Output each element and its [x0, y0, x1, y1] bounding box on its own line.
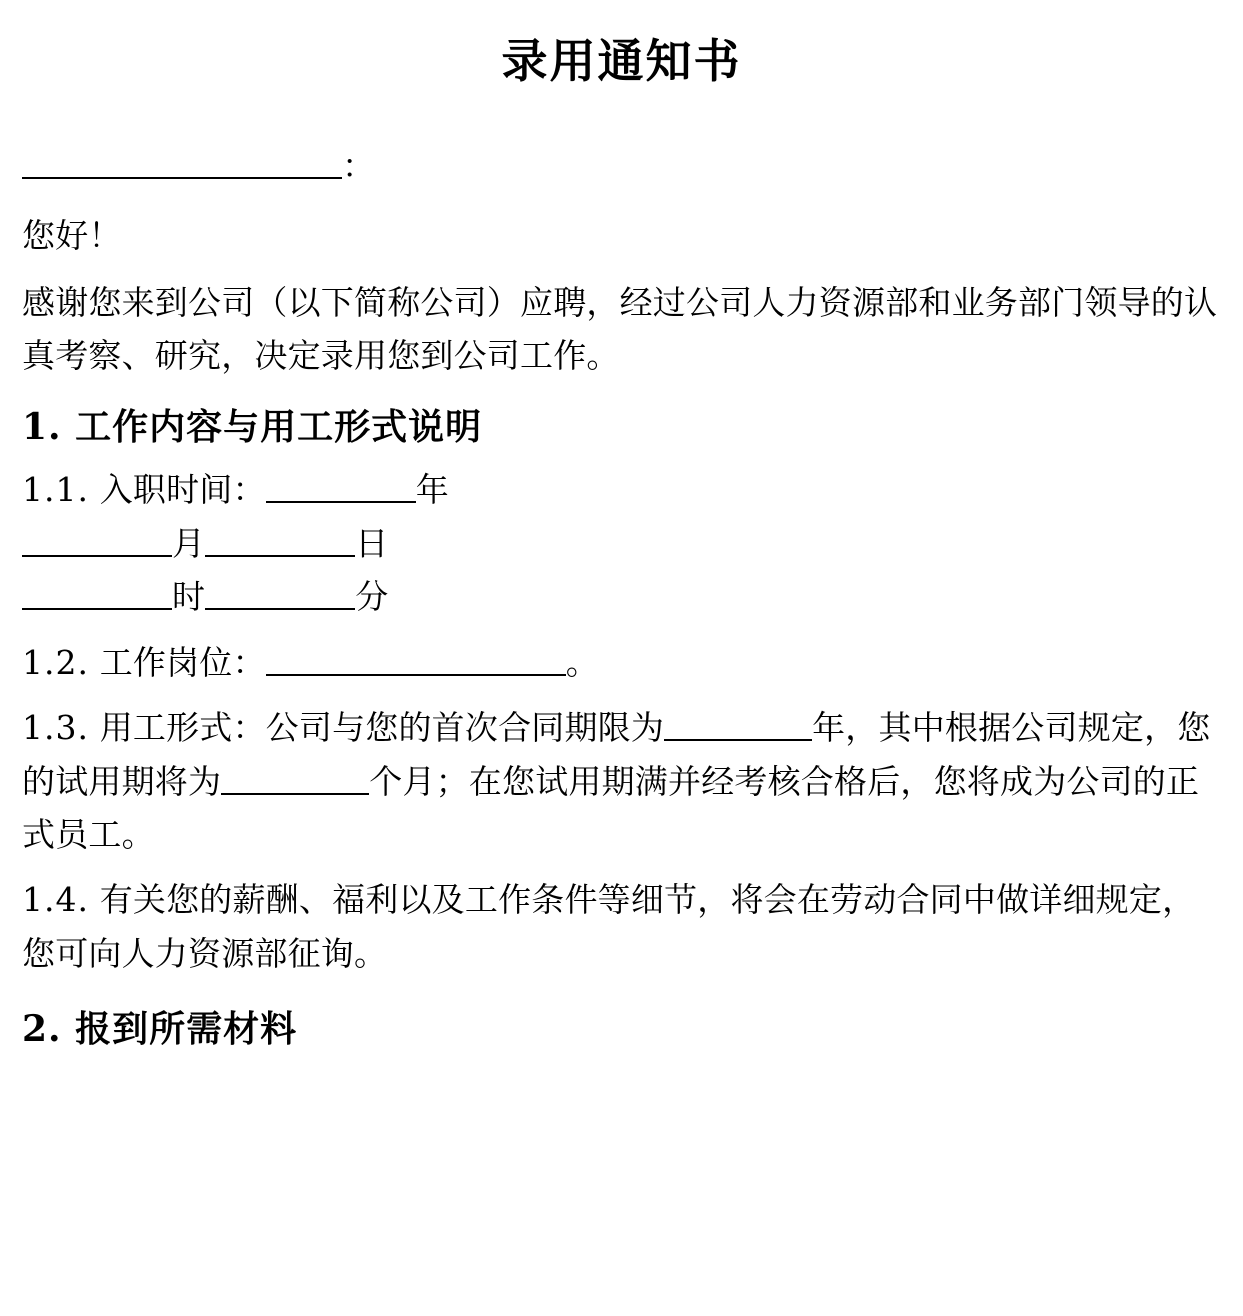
- section-1-title: 工作内容与用工形式说明: [75, 406, 483, 449]
- salutation-colon: ：: [342, 145, 375, 185]
- unit-year: 年: [415, 470, 449, 510]
- section-2-heading: [22, 1006, 1221, 1053]
- item-1-1-number: 1.1.: [22, 470, 89, 510]
- document-page: [0, 36, 1243, 1316]
- job-position-blank[interactable]: [266, 643, 566, 675]
- item-1-3-text-before: 用工形式：公司与您的首次合同期限为: [99, 708, 665, 748]
- salutation-row: [22, 145, 1221, 185]
- item-1-3-text-after: 个月；在您试用期满并经考核合格后，您将成为公司的正式员工。: [22, 761, 1200, 854]
- unit-minute: 分: [355, 577, 389, 617]
- page-title: 录用通知书: [501, 34, 742, 88]
- unit-hour: 时: [172, 577, 206, 617]
- start-minute-blank[interactable]: [205, 578, 355, 610]
- item-1-4-text: 有关您的薪酬、福利以及工作条件等细节，将会在劳动合同中做详细规定，您可向人力资源部征询。: [22, 880, 1196, 973]
- unit-day: 日: [355, 523, 389, 563]
- start-month-blank[interactable]: [22, 524, 172, 556]
- item-1-4: [22, 873, 1218, 980]
- section-1-heading: [22, 404, 1221, 451]
- item-1-1: [22, 463, 452, 623]
- item-1-3: [22, 701, 1218, 861]
- section-2-title: 报到所需材料: [75, 1008, 298, 1051]
- item-1-3-number: 1.3.: [22, 708, 89, 748]
- unit-month: 月: [172, 523, 206, 563]
- contract-term-blank[interactable]: [664, 709, 812, 741]
- recipient-name-blank[interactable]: [22, 147, 342, 179]
- start-hour-blank[interactable]: [22, 578, 172, 610]
- intro-paragraph: 感谢您来到公司（以下简称公司）应聘，经过公司人力资源部和业务部门领导的认真考察、研究，决定录用您到公司工作。: [22, 282, 1218, 375]
- greeting-text: 您好！: [22, 215, 122, 255]
- section-2-number: 2.: [22, 1008, 62, 1051]
- item-1-2-number: 1.2.: [22, 642, 89, 682]
- item-1-3-text-middle: 年，其中根据公司规定，您的试用期将为: [22, 708, 1211, 801]
- probation-period-blank[interactable]: [221, 762, 369, 794]
- section-1-number: 1.: [22, 406, 62, 449]
- item-1-2-period: 。: [565, 642, 599, 682]
- start-year-blank[interactable]: [266, 471, 416, 503]
- item-1-1-label: 入职时间：: [99, 470, 266, 510]
- item-1-2: [22, 636, 1221, 689]
- item-1-2-label: 工作岗位：: [99, 642, 266, 682]
- item-1-4-number: 1.4.: [22, 880, 89, 920]
- start-day-blank[interactable]: [205, 524, 355, 556]
